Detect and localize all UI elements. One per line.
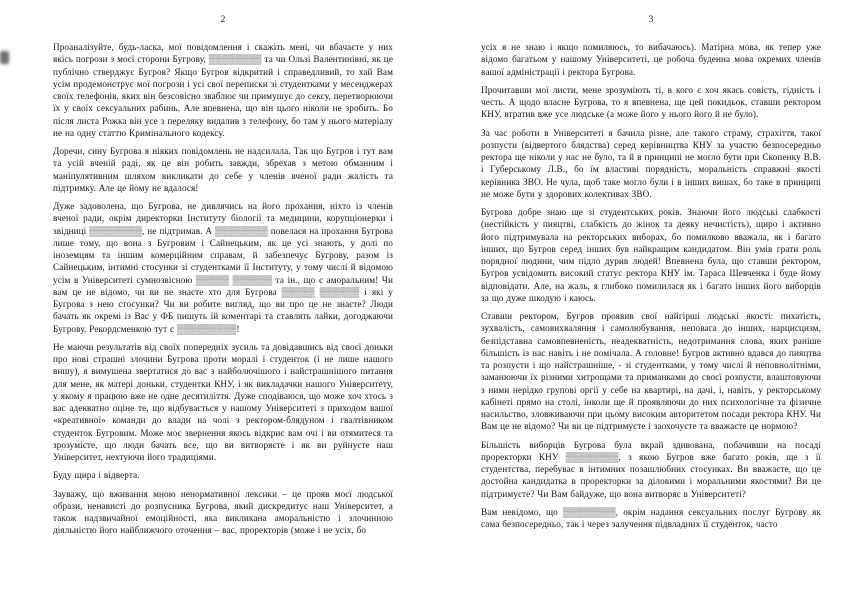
paragraph: Зауважу, що вживання мною ненормативної лексики – це прояв моєї людської образи, ненависті до розпусника Бугрова, який дискредитує наш Університет, а також надзвичайної емоційності, яка викликана аморальністю і злочинною діяльністю його найближчого оточення – вас, проректорів (може і не усіх, бо — [53, 488, 393, 536]
paragraph: Доречи, сину Бугрова я ніяких повідомлень не надсилала. Так що Бугров і тут вам та усій вченій раді, як це він робить завжди, збрехав з метою обманним і маніпулятивним шляхом викликати до себе у членів вченої ради жалість та підтримку. Але це йому не вдалося! — [53, 146, 393, 193]
page-number-right: 3 — [648, 15, 654, 25]
paragraph: Не маючи результатів від своїх попередніх зусиль та довідавшись від своєї доньки про нові страшні злочини Бугрова проти моралі і студенток (і не лише нашого вишу), я вимушена звертатися до вас з найболючішого і найстрашнішого питання для мене, як матері доньки, студентки КНУ, і як викладачки нашого Університету, у якому я працюю вже не одне десятиліття. Дуже сподіваюся, що може хоч хтось з вас адекватно оціне те, що відбувається у нашому Університеті з приходом вашої «креативної» команди до влади на чолі з ректором-блядуном і гвалтівником студенток Бугровим. Може моє звернення якось відкриє вам очі і ви отямитеся та зрозумієте, що люди бачать все, що ви витворяєте і як ви руйнуєте наш Університет, нехтуючи його традиціями. — [53, 341, 393, 462]
paragraph: Проаналізуйте, будь-ласка, мої повідомлення і скажіть мені, чи вбачаєте у них якісь погрози з моєї сторони Бугрову, ▒▒▒▒▒▒▒▒ та чи Ользі Валентинівні, як це публічно стверджує Бугров? Якщо Бугров відкритий і справедливий, то хай Вам усім продемонструє мої погрози і усі свої переписки зі студентками у месенджерах своїх телефонів, яких він безсовісно зваблює чи примушує до сексу, перетворюючи їх у своїх сексуальних рабинь. Але впевнена, що він цього ніколи не зробить. Бо після листа Рожка він усе з переляку видалив з телефону, бо там у нього матеріалу не на одну статтю Кримінального кодексу. — [53, 42, 393, 138]
paragraph: Вам невідомо, що ▒▒▒▒▒▒▒▒, окрім надання сексуальних послуг Бугрову як сама безпосередньо, так і через залучення підвладних її студенток, часто — [481, 506, 821, 529]
page-3 — [481, 0, 821, 536]
paragraph: Дуже задоволена, що Бугрова, не дивлячись на його прохання, ніхто із членів вченої ради, окрім директорки Інституту біології та медицини, корупціонерки і звідниці ▒▒▒▒▒▒▒▒, не підтримав. А ▒▒▒▒▒▒▒▒ повелася на прохання Бугрова лише тому, що вона з Бугровим і Сайнецьким, як це усі знають, у долі по іноземцям та іншим комерційним справам, й забезпечує Бугрову, разом із Сайнецьким, інтимні стосунки зі студентками її Інституту, у тому числі й відомою усім в Університеті сумнозвісною ▒▒▒▒▒ ▒▒▒▒▒▒ та ін., що є аморальним! Чи вам це не відомо, чи ви не знаєте хто для Бугрова ▒▒▒▒▒ ▒▒▒▒▒▒ і які у Бугрова з нею стосунки? Чи ви робите вигляд, що ви про це не знаєте? Люди бачать як окремі із Вас у ФБ пишуть їй коментарі та ставлять лайки, догоджаючи Бугрову. Рекордсменкою тут є ▒▒▒▒▒▒▒▒▒! — [53, 201, 393, 334]
page-2 — [53, 0, 393, 543]
scan-artifact — [0, 51, 9, 64]
paragraph: За час роботи в Університеті я бачила різне, але такого страму, страхіття, такої розпусти (відвертого блядства) серед керівництва КНУ за участю безпосередньо ректора ще ніколи у нас не було, та й в принципі не могло бути при Скопенку В.В. і Губерському Л.В., бо їм властиві порядність, моральність справжні якості керівника ЗВО. Не чула, щоб таке могло були і в інших вишах, бо таке в принципі не може бути у здорових колективах ЗВО. — [481, 127, 821, 199]
paragraph: Ставши ректором, Бугров проявив свої найгірші людські якості: пихатість, зухвалість, самовихваляння і самолюбування, неповага до інших, нарцисцизм, безпідставна самовпевненість, неадекватність, недотримання слова, яких раніше більшість із нас навіть і не помічала. А головне! Бугров активно вдався до пияцтва та розпусти і що найстрашніше, - зі студентками, у тому числі й неповнолітніми, заманюючи їх різними хитрощами та приманками до своєї розпусти, влаштовуючи з ними нерідко групові оргії у себе на квартирі, на дачі, і, навіть, у ректорському кабінеті прямо на столі, інколи ще й проявляючи до них психологічне та фізичне насильство, зловживаючи при цьому високим авторитетом посади ректора КНУ. Чи Вам це не відомо? Чи ви це підтримуєте і заохочуєте та вважаєте це нормою? — [481, 311, 821, 432]
paragraph: Буду щира і відверта. — [53, 470, 140, 481]
paragraph: Прочитавши мої листи, мене зрозуміють ті, в кого є хоч якась совість, гідність і честь. А щодо власне Бугрова, то я впевнена, ще цей покидьок, ставши ректором КНУ, втратив вже усе людське (а може його у нього його й не було). — [481, 84, 821, 120]
paragraph: Більшість виборців Бугрова була вкрай здивована, побачивши на посаді проректорки КНУ ▒▒▒▒▒▒▒▒, з якою Бугров вже багато років, ще з її студентства, перебуває в інтимних позашлюбних стосунках. Ви вважаєте, що це достойна кандидатка в проректорки за діловими і моральними якостями? Ви це підтримуєте? Чи Вам байдуже, що вона витворяє в Університеті? — [481, 439, 821, 499]
paragraph: усіх я не знаю і якщо помиляюсь, то вибачаюсь). Матірна мова, як тепер уже відомо багатьом у нашому Університеті, це робоча буденна мова окремих членів вашої адміністрації і ректора Бугрова. — [481, 42, 821, 77]
paragraph: Бугрова добре знаю ще зі студентських років. Знаючи його людські слабкості (нестійкість у пияцтві, слабкість до жінок та деяку нечистість), щиро і активно його підтримувала на ректорських виборах, бо помилково вважала, як і багато інших, що Бугров серед інших був найкращим кандидатом. Він умів грати роль порядної людини, чим підло дурив людей! Впевнена була, що ставши ректором, Бугров усвідомить високий статус ректора КНУ ім. Тараса Шевченка і буде йому відповідати. Але, на жаль, я глибоко помилилася як і багато інших його виборців за що дуже шкодую і каюсь. — [481, 207, 821, 303]
page-number-left: 2 — [220, 15, 226, 25]
